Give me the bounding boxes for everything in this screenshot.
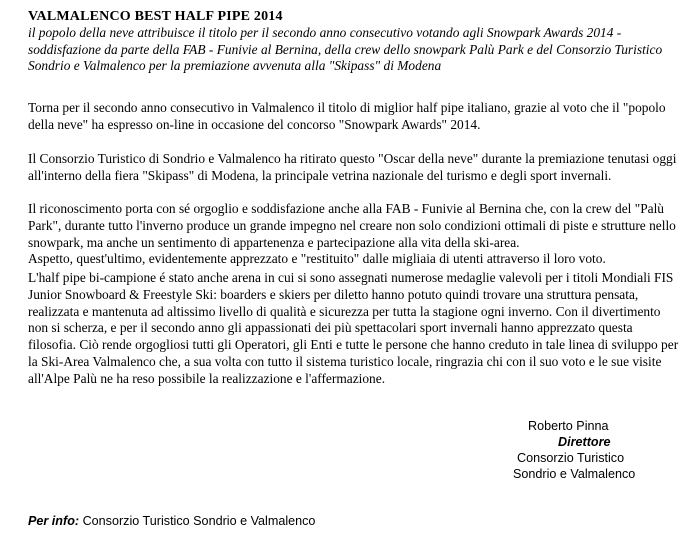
- signature-org-line1: Consorzio Turistico: [517, 451, 625, 465]
- signature-org-line2: Sondrio e Valmalenco: [513, 467, 636, 481]
- paragraph-recognition-note: Aspetto, quest'ultimo, evidentemente apprezzato e "restituito" dalle migliaia di utenti attraverso il loro voto.: [28, 251, 606, 267]
- info-footer: [28, 513, 315, 529]
- signature-role: Direttore: [558, 435, 611, 449]
- paragraph-award: Il Consorzio Turistico di Sondrio e Valmalenco ha ritirato questo "Oscar della neve" durante la premiazione tenutasi oggi all'interno della fiera "Skipass" di Modena, la principale vetrina nazionale del turismo e degli sport invernali.: [28, 151, 677, 183]
- document-title: VALMALENCO BEST HALF PIPE 2014: [28, 9, 283, 24]
- paragraph-recognition-main: Il riconoscimento porta con sé orgoglio e soddisfazione anche alla FAB - Funivie al Bernina che, con la crew del "Palù Park", durante tutto l'inverno produce un grande impegno nel creare non solo condizioni ottimali di piste e strutture nello snowpark, ma anche un sentimento di appartenenza e partecipazione alla vita della ski-area.: [28, 201, 676, 250]
- info-text: Consorzio Turistico Sondrio e Valmalenco: [79, 514, 316, 528]
- paragraph-intro: Torna per il secondo anno consecutivo in Valmalenco il titolo di miglior half pipe italiano, grazie al voto che il "popolo della neve" ha espresso on-line in occasione del concorso "Snowpark Awards" 2014.: [28, 100, 666, 132]
- paragraph-halfpipe: L'half pipe bi-campione é stato anche arena in cui si sono assegnati numerose medaglie valevoli per i titoli Mondiali FIS Junior Snowboard & Freestyle Ski: boarders e skiers per diletto hanno potuto quindi trovare una struttura pensata, realizzata e mantenuta ad altissimo livello di qualità e sicurezza per tutta la stagione ogni inverno. Con il divertimento non si scherza, e per il secondo anno gli appassionati dei più spettacolari sport invernali hanno apprezzato questa filosofia. Ciò rende orgogliosi tutti gli Operatori, gli Enti e tutte le persone che hanno creduto in tale linea di sviluppo per la Ski-Area Valmalenco che, a sua volta con tutto il sistema turistico locale, ringrazia chi con il suo voto e le sue visite all'Alpe Palù ne ha reso possibile la realizzazione e l'affermazione.: [28, 270, 679, 386]
- signature-name: Roberto Pinna: [528, 419, 609, 433]
- info-label: Per info:: [28, 514, 80, 528]
- paragraph-recognition: [28, 201, 680, 268]
- document-subtitle: il popolo della neve attribuisce il titolo per il secondo anno consecutivo votando agli Snowpark Awards 2014 - soddisfazione da parte della FAB - Funivie al Bernina, della crew dello snowpark Palù Park e del Consorzio Turistico Sondrio e Valmalenco per la premiazione avvenuta alla "Skipass" di Modena: [28, 25, 663, 73]
